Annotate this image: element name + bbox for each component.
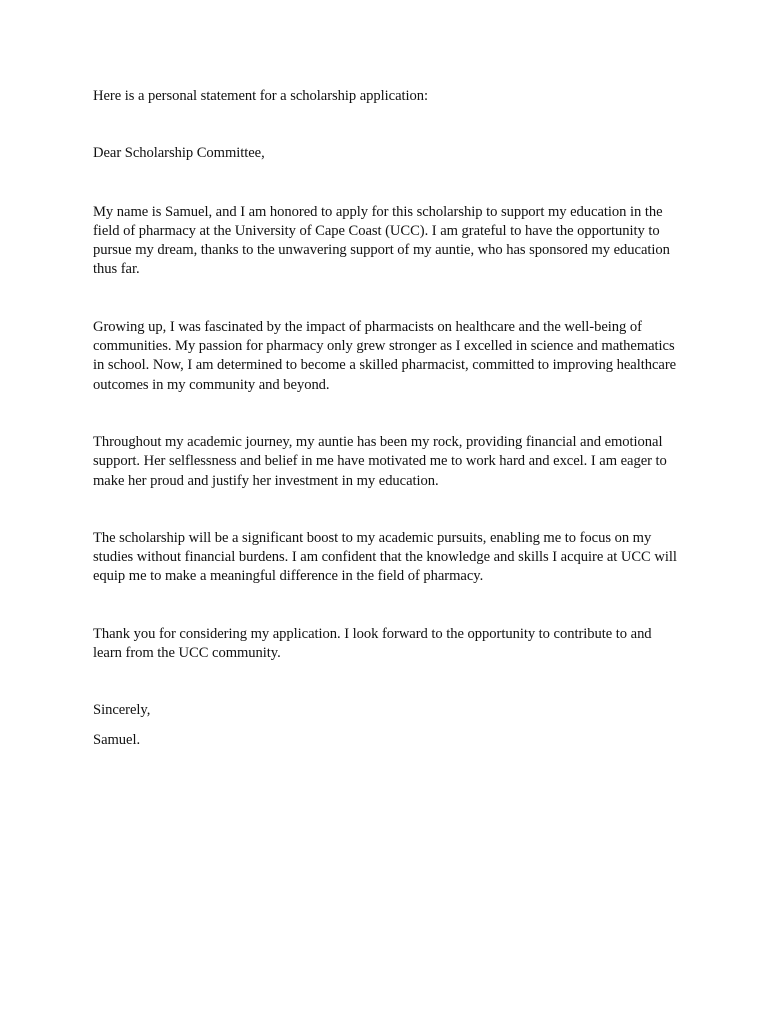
paragraph-motivation: Growing up, I was fascinated by the impact of pharmacists on healthcare and the well-being of communities. My passion for pharmacy only grew stronger as I excelled in science and mathematics in school. Now, I am determined to become a skilled pharmacist, committed to improving healthcare outcomes in my community and beyond.: [93, 318, 677, 393]
paragraph-introduction: My name is Samuel, and I am honored to apply for this scholarship to support my education in the field of pharmacy at the University of Cape Coast (UCC). I am grateful to have the opportunity to pursue my dream, thanks to the unwavering support of my auntie, who has sponsored my education thus far.: [93, 203, 670, 278]
signature: Samuel.: [93, 731, 141, 748]
closing: Sincerely,: [93, 702, 151, 719]
intro-line: Here is a personal statement for a scholarship application:: [93, 88, 429, 104]
paragraph-scholarship-impact: The scholarship will be a significant boost to my academic pursuits, enabling me to focus on my studies without financial burdens. I am confident that the knowledge and skills I acquire at UCC will equip me to make a meaningful difference in the field of pharmacy.: [93, 529, 677, 585]
paragraph-support: Throughout my academic journey, my auntie has been my rock, providing financial and emotional support. Her selflessness and belief in me have motivated me to work hard and excel. I am eager to make her proud and justify her investment in my education.: [93, 433, 667, 489]
paragraph-thanks: Thank you for considering my application. I look forward to the opportunity to contribute to and learn from the UCC community.: [93, 625, 652, 662]
salutation: Dear Scholarship Committee,: [93, 145, 265, 162]
